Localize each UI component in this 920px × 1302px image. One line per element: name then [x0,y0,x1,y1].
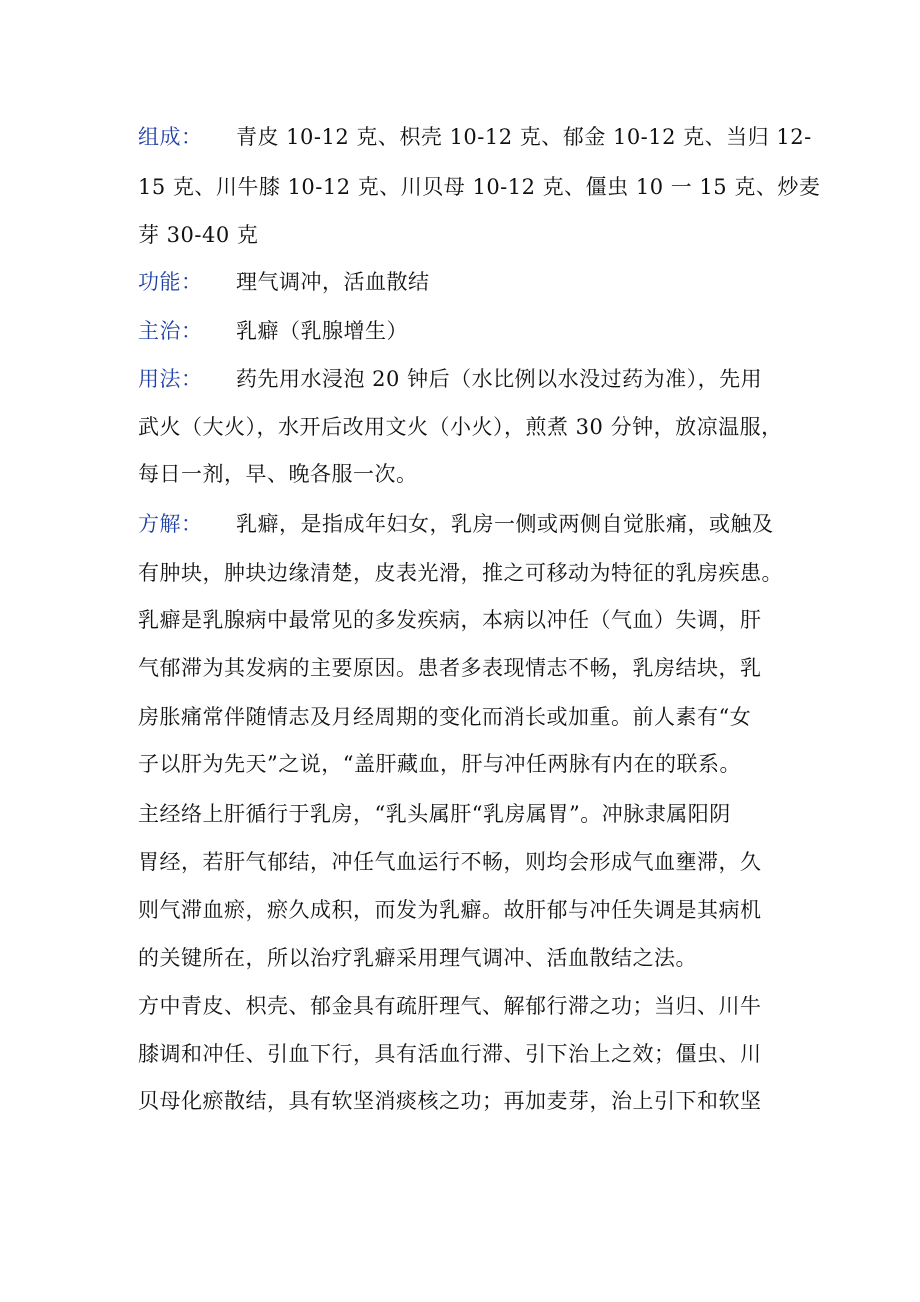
analysis-line-9 [138,897,762,923]
composition-text: 15 克、川牛膝 10-12 克、川贝母 10-12 克、僵虫 10 一 15 克、炒麦 [138,175,821,199]
analysis-text: 乳癖是乳腺病中最常见的多发疾病，本病以冲任（气血）失调，肝 [138,608,762,632]
analysis-text: 乳癖，是指成年妇女，乳房一侧或两侧自觉胀痛，或触及 [236,512,774,536]
analysis-text: 房胀痛常伴随情志及月经周期的变化而消长或加重。前人素有“女 [138,705,752,729]
usage-text: 武火（大火），水开后改用文火（小火），煎煮 30 分钟，放凉温服， [138,415,783,439]
analysis-line-7 [138,801,731,827]
analysis-line-5 [138,704,751,730]
analysis-text: 的关键所在，所以治疗乳癖采用理气调冲、活血散结之法。 [138,946,697,970]
usage-line-1 [138,366,762,392]
analysis-line-4 [138,655,762,681]
analysis-text: 气郁滞为其发病的主要原因。患者多表现情志不畅，乳房结块，乳 [138,656,762,680]
composition-line-1 [138,124,812,150]
formula-line-2 [138,1041,762,1067]
analysis-line-10 [138,945,697,971]
composition-text: 芽 30-40 克 [138,223,259,247]
composition-label: 组成： [138,125,203,149]
function-line [138,269,430,295]
indication-text: 乳癖（乳腺增生） [236,319,408,343]
composition-line-2 [138,174,820,200]
formula-line-3 [138,1088,762,1114]
function-label: 功能： [138,270,203,294]
analysis-line-2 [138,560,783,586]
analysis-text: 则气滞血瘀，瘀久成积，而发为乳癖。故肝郁与冲任失调是其病机 [138,898,762,922]
analysis-line-1 [138,511,774,537]
indication-line [138,318,408,344]
formula-line-1 [138,993,762,1019]
analysis-text: 子以肝为先天”之说，“盖肝藏血，肝与冲任两脉有内在的联系。 [138,752,741,776]
analysis-line-8 [138,849,762,875]
composition-text: 青皮 10-12 克、枳壳 10-12 克、郁金 10-12 克、当归 12- [236,125,812,149]
usage-text: 药先用水浸泡 20 钟后（水比例以水没过药为准），先用 [236,367,763,391]
formula-text: 膝调和冲任、引血下行，具有活血行滞、引下治上之效；僵虫、川 [138,1042,762,1066]
analysis-text: 有肿块，肿块边缘清楚，皮表光滑，推之可移动为特征的乳房疾患。 [138,561,783,585]
usage-label: 用法： [138,367,203,391]
usage-text: 每日一剂，早、晚各服一次。 [138,462,418,486]
analysis-line-6 [138,751,741,777]
function-text: 理气调冲，活血散结 [236,270,430,294]
analysis-line-3 [138,607,762,633]
analysis-label: 方解： [138,512,203,536]
usage-line-3 [138,461,418,487]
indication-label: 主治： [138,319,203,343]
usage-line-2 [138,414,783,440]
analysis-text: 胃经，若肝气郁结，冲任气血运行不畅，则均会形成气血壅滞，久 [138,850,762,874]
composition-line-3 [138,222,258,248]
analysis-text: 主经络上肝循行于乳房，“乳头属肝“乳房属胃”。冲脉隶属阳阴 [138,802,731,826]
formula-text: 方中青皮、枳壳、郁金具有疏肝理气、解郁行滞之功；当归、川牛 [138,994,762,1018]
formula-text: 贝母化瘀散结，具有软坚消痰核之功；再加麦芽，治上引下和软坚 [138,1089,762,1113]
